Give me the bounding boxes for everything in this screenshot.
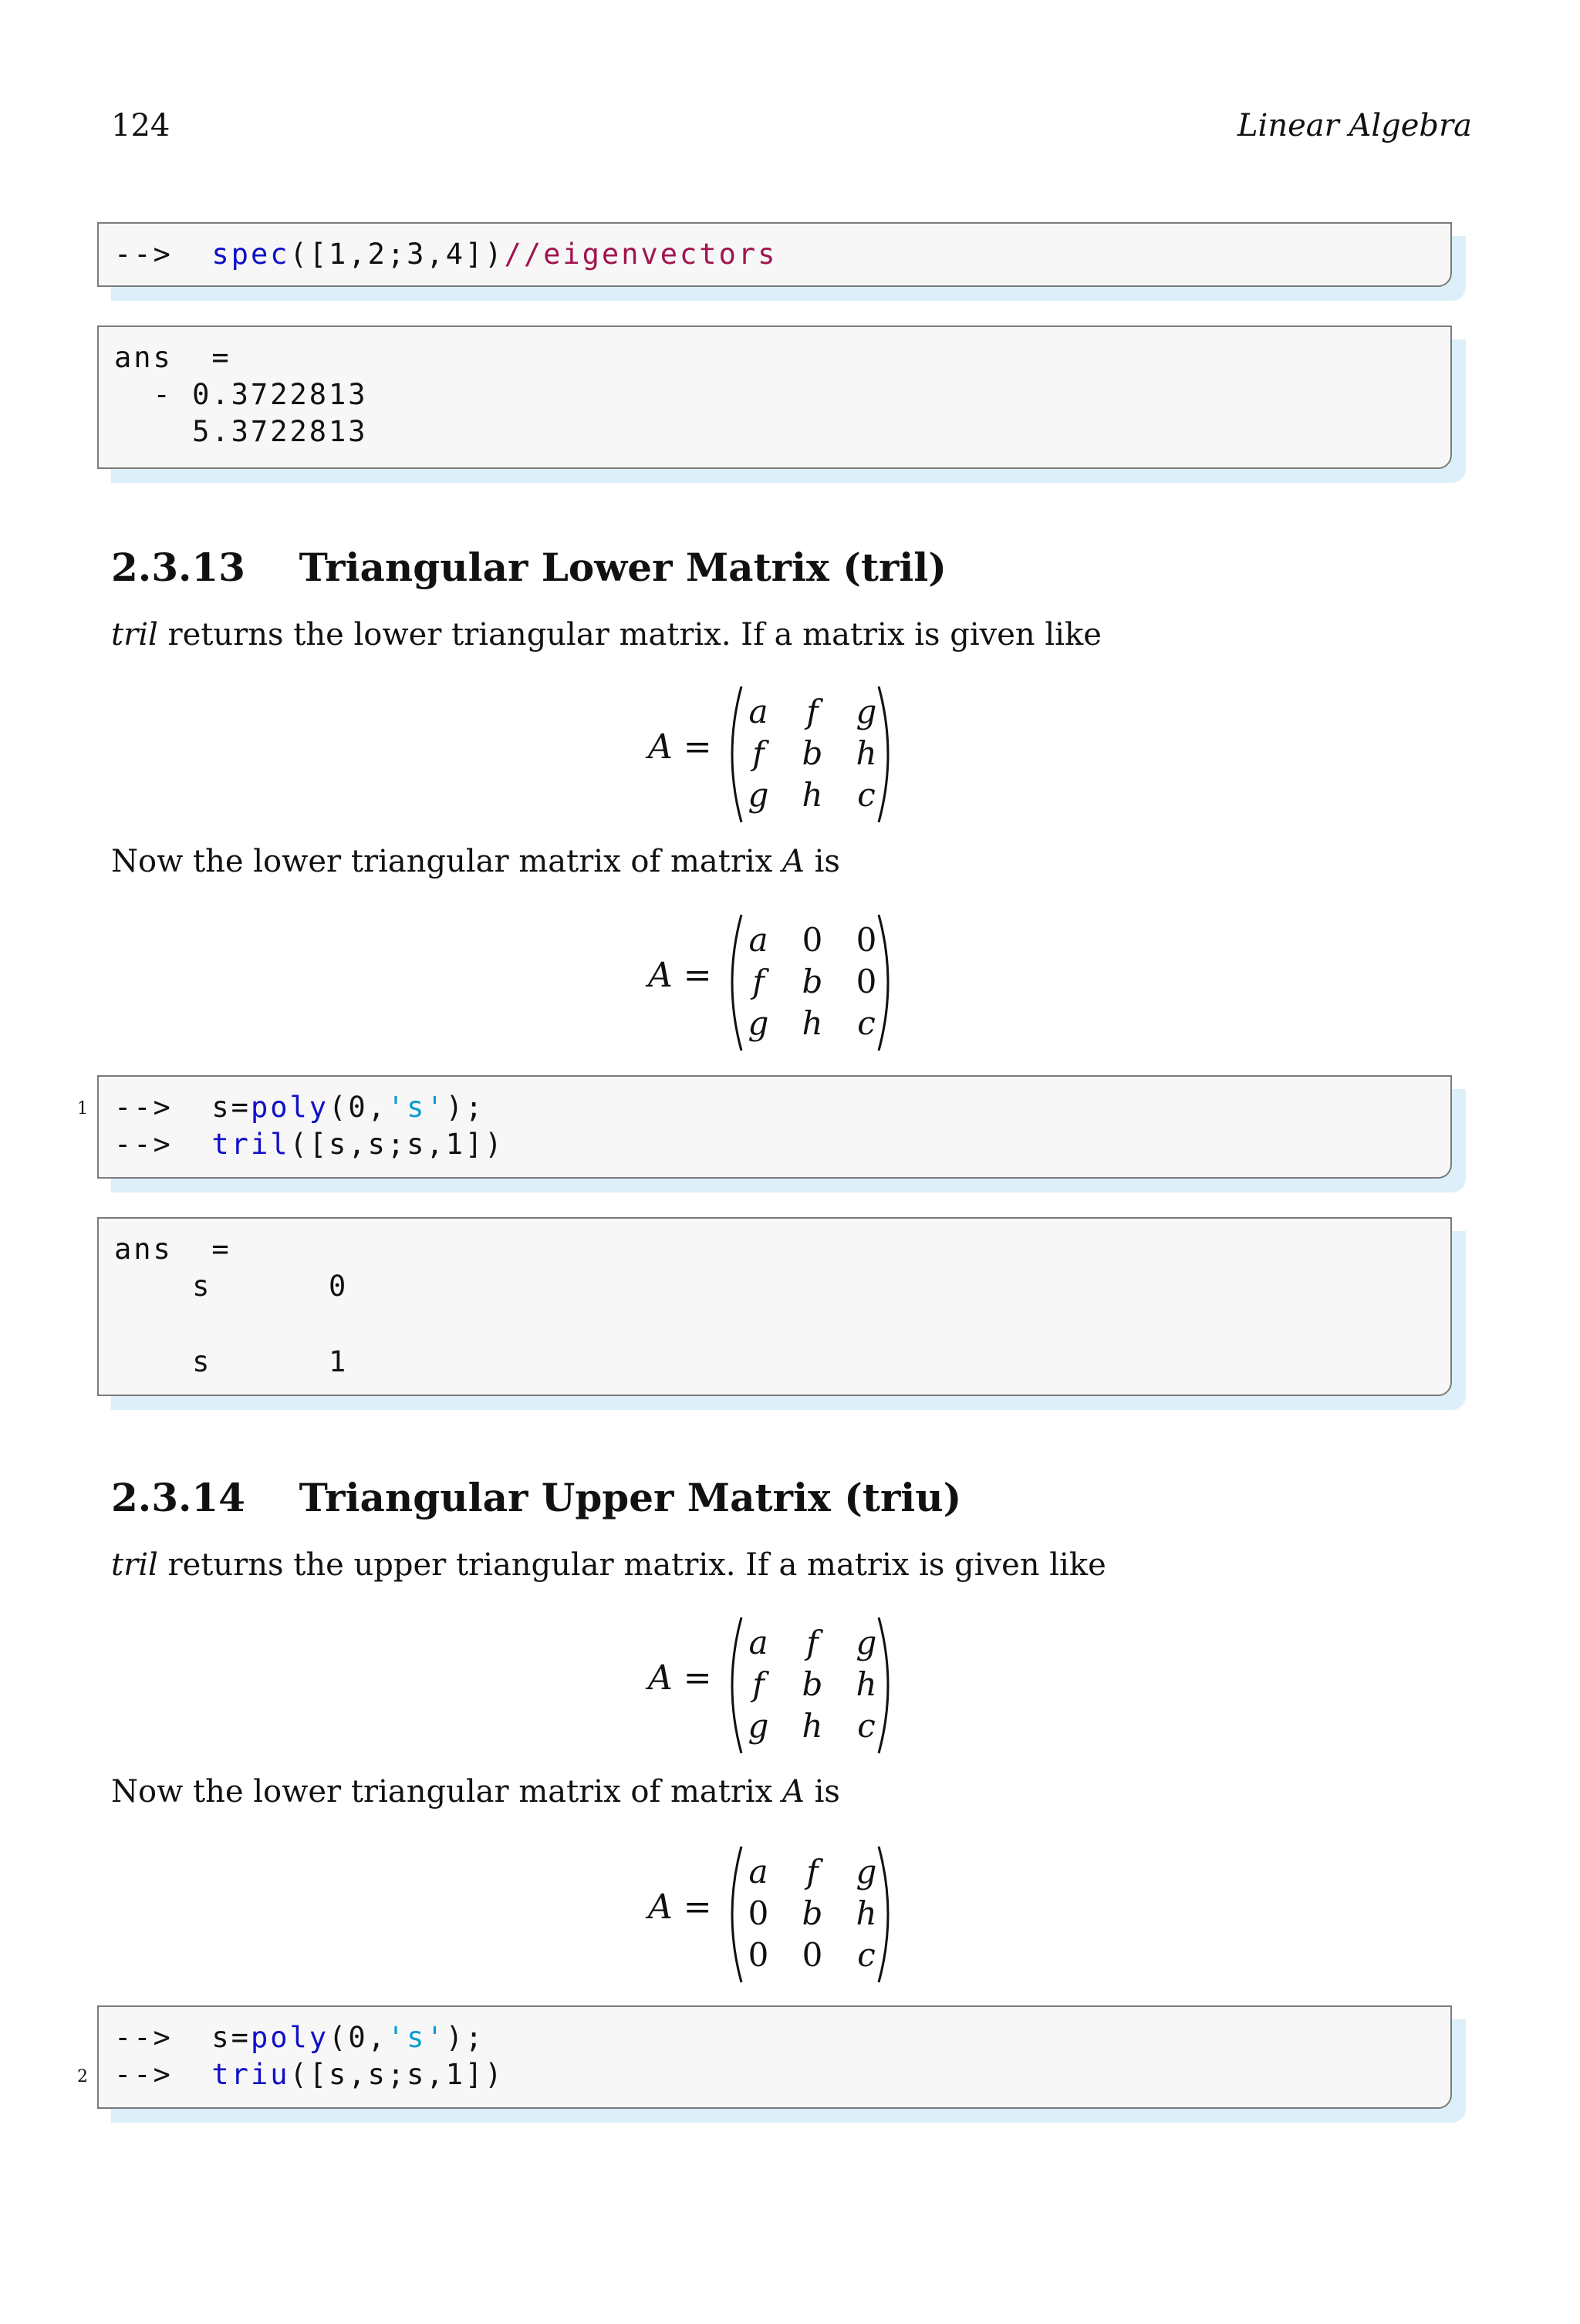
matrix-cell: b bbox=[802, 1894, 823, 1932]
code-text: ([s,s;s,1]) bbox=[289, 2058, 505, 2091]
line-number: 2 bbox=[77, 2067, 88, 2086]
text: is bbox=[804, 844, 840, 879]
section-heading-tril: 2.3.13 Triangular Lower Matrix (tril) bbox=[111, 545, 947, 590]
matrix-cell: h bbox=[856, 734, 877, 772]
matrix-cell: b bbox=[802, 1665, 823, 1703]
output-line: s 0 bbox=[114, 1270, 349, 1303]
code-input-spec bbox=[97, 222, 1452, 287]
text: is bbox=[804, 1774, 840, 1810]
code-line bbox=[114, 236, 777, 273]
matrix-cell: f bbox=[752, 963, 765, 1000]
output-line: ans = bbox=[114, 1233, 231, 1266]
matrix-cell: c bbox=[857, 776, 876, 814]
code-text: --> bbox=[114, 1128, 212, 1161]
code-input-triu bbox=[97, 2005, 1452, 2109]
variable: A bbox=[782, 1774, 805, 1810]
matrix-cell: 0 bbox=[856, 921, 877, 959]
text: Now the lower triangular matrix of matrix bbox=[111, 844, 782, 879]
matrix-cell: 0 bbox=[748, 1936, 769, 1974]
matrix-label: A = bbox=[648, 727, 712, 767]
matrix-cell: g bbox=[748, 1004, 769, 1042]
code-text: --> bbox=[114, 2058, 212, 2091]
matrix-cell: f bbox=[806, 1853, 819, 1891]
matrix-cell: g bbox=[856, 693, 877, 730]
matrix-cell: g bbox=[748, 776, 769, 814]
matrix-cell: b bbox=[802, 734, 823, 772]
comment: //eigenvectors bbox=[504, 238, 778, 271]
paragraph-between-tril bbox=[111, 844, 840, 879]
matrix-cell: c bbox=[857, 1936, 876, 1974]
chapter-title: Linear Algebra bbox=[1237, 108, 1472, 143]
output-line: ans = bbox=[114, 341, 231, 374]
matrix-label: A = bbox=[648, 956, 712, 995]
code-output-spec bbox=[97, 325, 1452, 469]
variable: A bbox=[782, 844, 805, 879]
string-literal: 's' bbox=[387, 2021, 446, 2054]
matrix-cell: a bbox=[748, 1624, 768, 1661]
function-name: spec bbox=[211, 238, 290, 271]
paragraph-between-triu bbox=[111, 1774, 840, 1810]
code-text: ); bbox=[445, 1091, 485, 1124]
code-text: ([s,s;s,1]) bbox=[289, 1128, 505, 1161]
matrix-cell: a bbox=[748, 1853, 768, 1891]
code-line bbox=[114, 2019, 484, 2056]
matrix-label: A = bbox=[648, 1887, 712, 1927]
code-line bbox=[114, 1089, 484, 1126]
matrix-cell: 0 bbox=[748, 1894, 769, 1932]
matrix-cell: h bbox=[856, 1665, 877, 1703]
matrix-cell: a bbox=[748, 693, 768, 730]
matrix-cell: f bbox=[806, 693, 819, 730]
matrix-lower-triangular bbox=[640, 913, 903, 1052]
matrix-cell: 0 bbox=[802, 921, 823, 959]
code-line bbox=[114, 1126, 505, 1163]
matrix-cell: h bbox=[802, 1707, 823, 1745]
section-heading-triu: 2.3.14 Triangular Upper Matrix (triu) bbox=[111, 1475, 962, 1520]
matrix-upper-triangular bbox=[640, 1845, 903, 1984]
line-number: 1 bbox=[77, 1099, 88, 1118]
function-name: triu bbox=[211, 2058, 290, 2091]
output-line: - 0.3722813 bbox=[114, 378, 368, 411]
prompt: --> bbox=[114, 238, 173, 271]
matrix-cell: f bbox=[752, 1665, 765, 1703]
matrix-cell: g bbox=[856, 1624, 877, 1661]
string-literal: 's' bbox=[387, 1091, 446, 1124]
output-line: 5.3722813 bbox=[114, 415, 368, 448]
matrix-cell: f bbox=[806, 1624, 819, 1661]
matrix-cell: f bbox=[752, 734, 765, 772]
matrix-general bbox=[640, 1616, 903, 1755]
text: returns the lower triangular matrix. If a matrix is given like bbox=[157, 617, 1102, 653]
matrix-general bbox=[640, 685, 903, 824]
paragraph-intro-triu bbox=[111, 1547, 1106, 1583]
code-output-tril bbox=[97, 1217, 1452, 1396]
matrix-cell: c bbox=[857, 1707, 876, 1745]
term: tril bbox=[111, 1547, 158, 1583]
text: Now the lower triangular matrix of matrix bbox=[111, 1774, 782, 1810]
code-input-tril bbox=[97, 1075, 1452, 1179]
code-line bbox=[114, 2056, 505, 2093]
matrix-cell: c bbox=[857, 1004, 876, 1042]
matrix-cell: b bbox=[802, 963, 823, 1000]
matrix-cell: g bbox=[748, 1707, 769, 1745]
code-text: (0, bbox=[329, 2021, 387, 2054]
function-name: poly bbox=[250, 2021, 329, 2054]
term: tril bbox=[111, 617, 158, 653]
function-name: poly bbox=[250, 1091, 329, 1124]
matrix-cell: g bbox=[856, 1853, 877, 1891]
code-text: (0, bbox=[329, 1091, 387, 1124]
page-number: 124 bbox=[111, 108, 170, 143]
matrix-cell: a bbox=[748, 921, 768, 959]
code-text: ); bbox=[445, 2021, 485, 2054]
matrix-cell: h bbox=[802, 1004, 823, 1042]
text: returns the upper triangular matrix. If a matrix is given like bbox=[157, 1547, 1106, 1583]
matrix-cell: h bbox=[802, 776, 823, 814]
matrix-label: A = bbox=[648, 1658, 712, 1698]
matrix-cell: h bbox=[856, 1894, 877, 1932]
matrix-cell: 0 bbox=[802, 1936, 823, 1974]
output-line: s 1 bbox=[114, 1345, 349, 1378]
matrix-cell: 0 bbox=[856, 963, 877, 1000]
arguments: ([1,2;3,4]) bbox=[289, 238, 505, 271]
code-text: --> s= bbox=[114, 2021, 251, 2054]
function-name: tril bbox=[211, 1128, 290, 1161]
code-text: --> s= bbox=[114, 1091, 251, 1124]
paragraph-intro-tril bbox=[111, 617, 1102, 653]
